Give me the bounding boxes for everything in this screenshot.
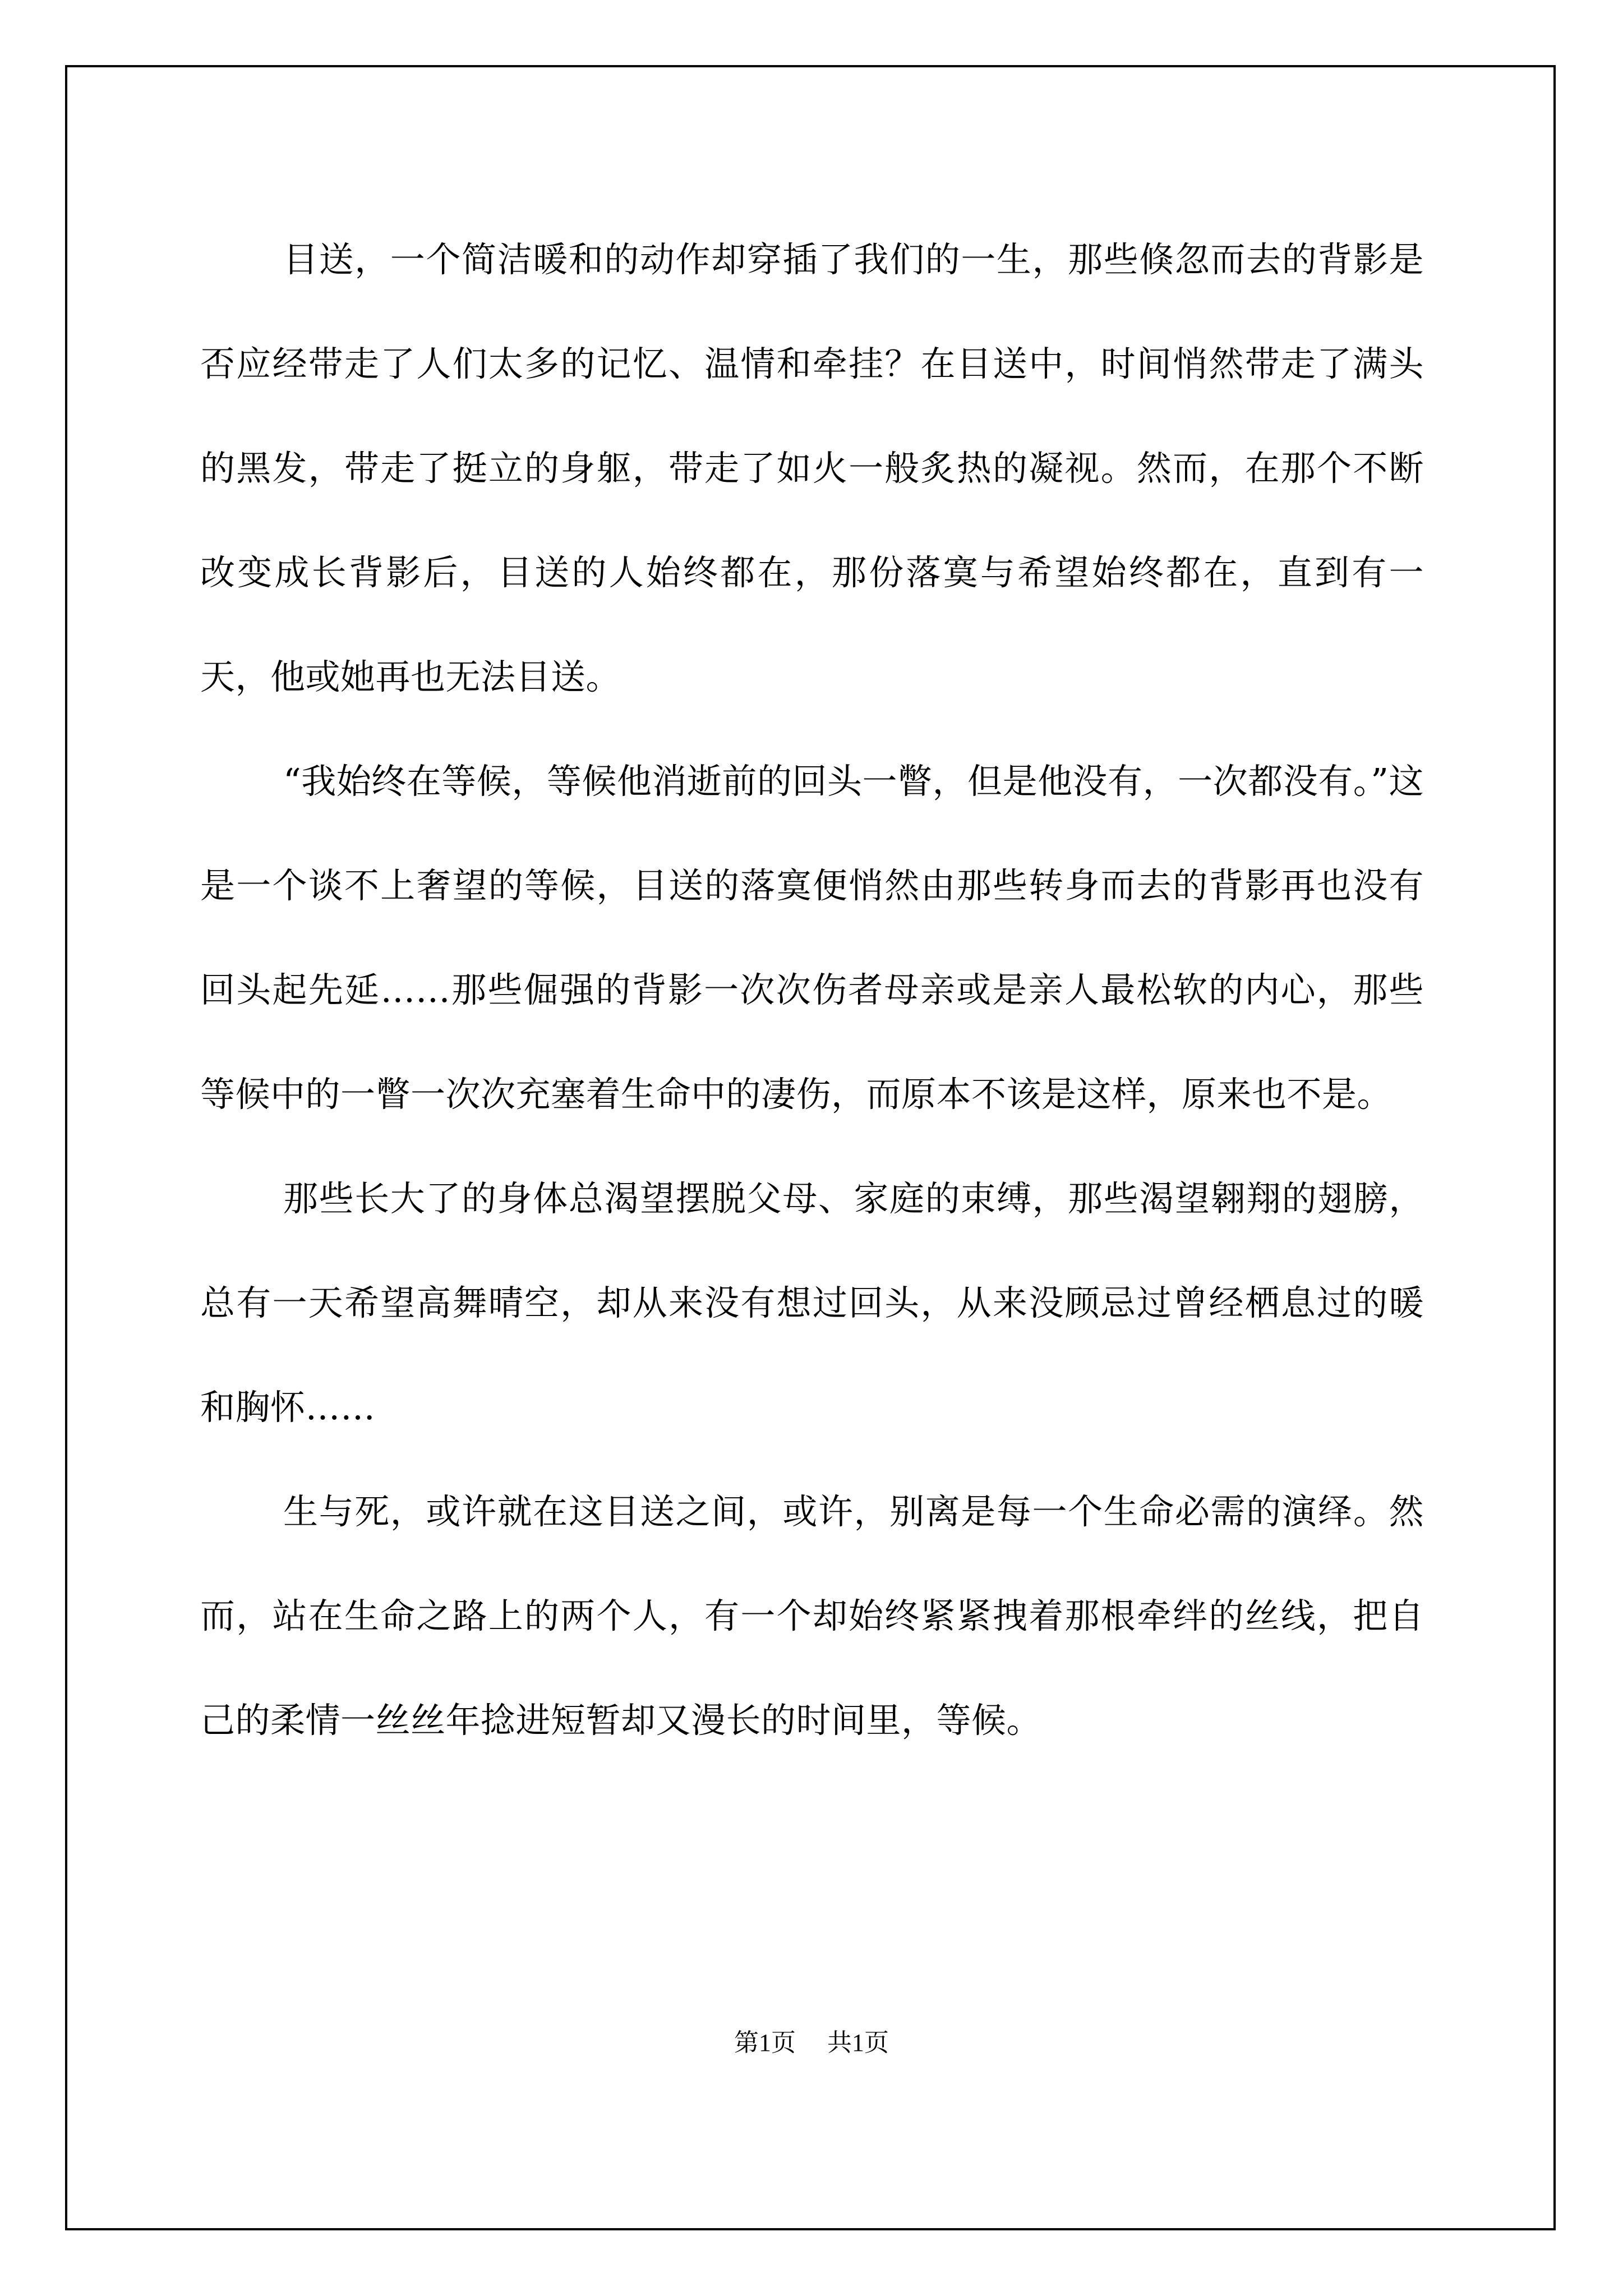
page-footer [0,2026,1623,2060]
document-body [200,208,1424,1773]
page-number: 第1页 [734,2029,796,2056]
page-total: 共1页 [827,2029,889,2056]
paragraph-2: “我始终在等候，等候他消逝前的回头一瞥，但是他没有，一次都没有。”这是一个谈不上奢望的等候，目送的落寞便悄然由那些转身而去的背影再也没有回头起先延……那些倔强的背影一次次伤者母亲或是亲人最松软的内心，那些等候中的一瞥一次次充塞着生命中的凄伤，而原本不该是这样，原来也不是。 [200,761,1424,1115]
paragraph-3: 那些长大了的身体总渴望摆脱父母、家庭的束缚，那些渴望翱翔的翅膀，总有一天希望高舞晴空，却从来没有想过回头，从来没顾忌过曾经栖息过的暖和胸怀…… [200,1178,1424,1428]
paragraph-1: 目送，一个简洁暖和的动作却穿插了我们的一生，那些倏忽而去的背影是否应经带走了人们太多的记忆、温情和牵挂？在目送中，时间悄然带走了满头的黑发，带走了挺立的身躯，带走了如火一般炙热的凝视。然而，在那个不断改变成长背影后，目送的人始终都在，那份落寞与希望始终都在，直到有一天，他或她再也无法目送。 [200,239,1424,697]
paragraph-4: 生与死，或许就在这目送之间，或许，别离是每一个生命必需的演绎。然而，站在生命之路上的两个人，有一个却始终紧紧拽着那根牵绊的丝线，把自己的柔情一丝丝年捻进短暂却又漫长的时间里，等候。 [200,1491,1424,1741]
